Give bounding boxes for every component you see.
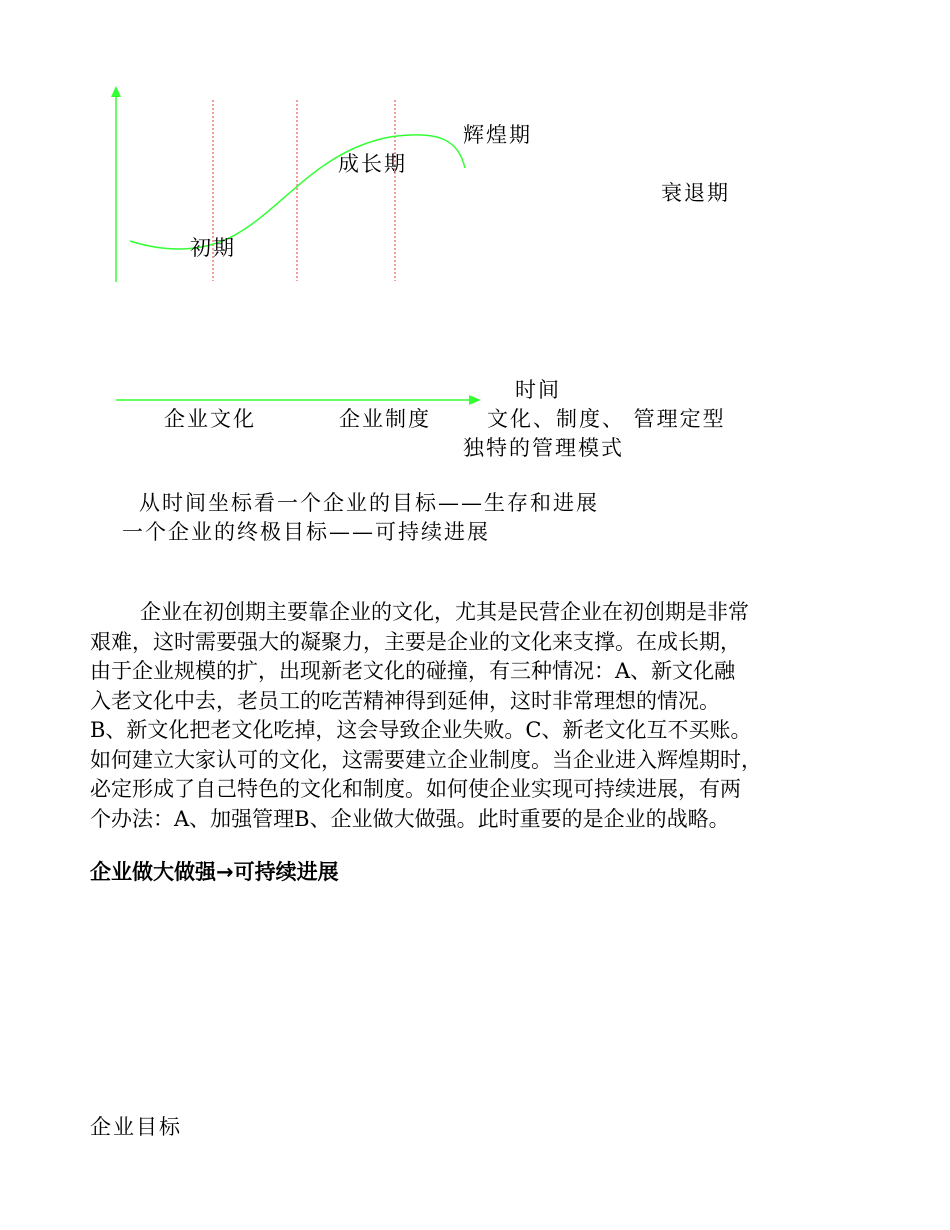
lifecycle-diagram (0, 0, 950, 460)
stage-label-initial: 初期 (190, 236, 236, 260)
paragraph-line: 入老文化中去，老员工的吃苦精神得到延伸，这时非常理想的情况。 (90, 688, 720, 713)
paragraph-line: 个办法：A、加强管理B、企业做大做强。此时重要的是企业的战略。 (90, 806, 730, 831)
timeline-item-management: 文化、制度、 管理定型 (487, 407, 726, 431)
time-axis-label: 时间 (515, 378, 561, 402)
caption-ultimate-goal: 一个企业的终极目标——可持续进展 (122, 520, 490, 544)
body-paragraph (90, 598, 890, 834)
paragraph-line: 企业在初创期主要靠企业的文化，尤其是民营企业在初创期是非常 (140, 600, 749, 624)
timeline-item-unique-mode: 独特的管理模式 (463, 436, 624, 460)
vertical-axis-arrowhead (111, 86, 121, 97)
paragraph-line: 由于企业规模的扩，出现新老文化的碰撞，有三种情况：A、新文化融 (90, 659, 736, 683)
footer-label: 企业目标 (90, 1115, 182, 1139)
paragraph-line: 艰难，这时需要强大的凝聚力，主要是企业的文化来支撑。在成长期， (90, 629, 741, 654)
caption-goal-survival: 从时间坐标看一个企业的目标——生存和进展 (139, 491, 599, 515)
stage-label-prosperity: 辉煌期 (463, 123, 532, 147)
paragraph-line: 必定形成了自己特色的文化和制度。如何使企业实现可持续进展，有两 (90, 777, 741, 801)
stage-label-growth: 成长期 (338, 152, 407, 176)
time-axis-arrowhead (469, 395, 481, 405)
timeline-item-culture: 企业文化 (164, 407, 256, 431)
timeline-item-system: 企业制度 (339, 407, 431, 431)
paragraph-line: 如何建立大家认可的文化，这需要建立企业制度。当企业进入辉煌期时， (90, 747, 762, 772)
growth-curve (130, 135, 465, 249)
bold-heading: 企业做大做强→可持续进展 (90, 860, 339, 884)
paragraph-line: B、新文化把老文化吃掉，这会导致企业失败。C、新老文化互不买账。 (90, 718, 752, 742)
stage-label-decline: 衰退期 (661, 181, 730, 205)
